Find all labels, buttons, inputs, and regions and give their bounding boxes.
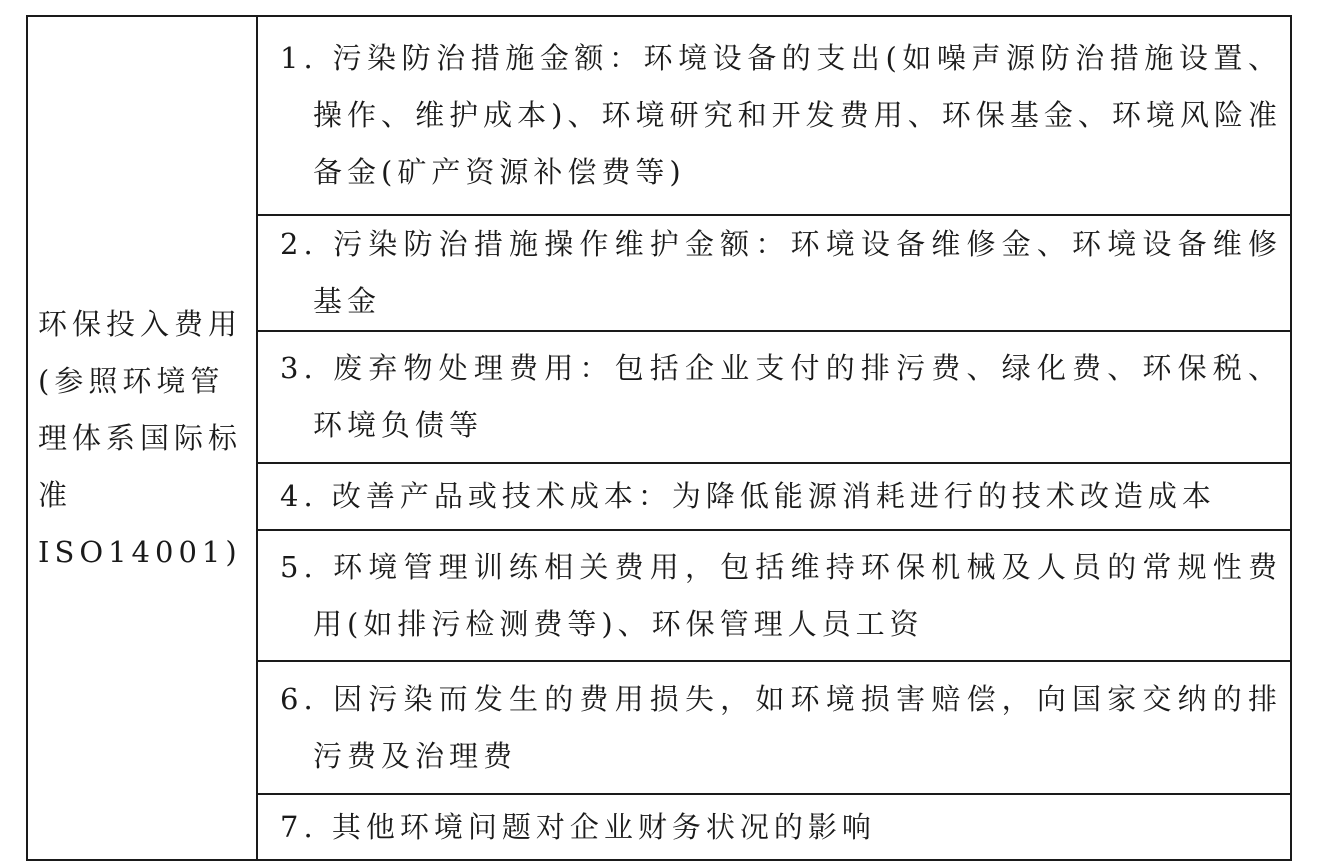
item-cell-4	[257, 463, 1291, 530]
item-text: 2. 污染防治措施操作维护金额：环境设备维修金、环境设备维修基金	[280, 227, 1282, 318]
table-row	[27, 16, 1291, 215]
item-cell-5	[257, 530, 1291, 661]
expense-table	[26, 15, 1292, 861]
item-text: 1. 污染防治措施金额：环境设备的支出(如噪声源防治措施设置、操作、维护成本)、环境研究和开发费用、环保基金、环境风险准备金(矿产资源补偿费等)	[280, 41, 1282, 189]
item-cell-3	[257, 331, 1291, 463]
item-text: 3. 废弃物处理费用：包括企业支付的排污费、绿化费、环保税、环境负债等	[280, 351, 1282, 442]
item-text: 6. 因污染而发生的费用损失，如环境损害赔偿，向国家交纳的排污费及治理费	[280, 681, 1282, 773]
item-cell-2	[257, 215, 1291, 331]
category-cell	[27, 16, 257, 860]
item-text: 5. 环境管理训练相关费用，包括维持环保机械及人员的常规性费用(如排污检测费等)、环保管理人员工资	[280, 549, 1282, 641]
category-label: 环保投入费用(参照环境管理体系国际标准 ISO14001)	[38, 306, 243, 569]
item-cell-1	[257, 16, 1291, 215]
item-text: 4. 改善产品或技术成本：为降低能源消耗进行的技术改造成本	[280, 479, 1216, 513]
item-text: 7. 其他环境问题对企业财务状况的影响	[280, 809, 876, 844]
item-cell-7	[257, 794, 1291, 860]
item-cell-6	[257, 661, 1291, 794]
